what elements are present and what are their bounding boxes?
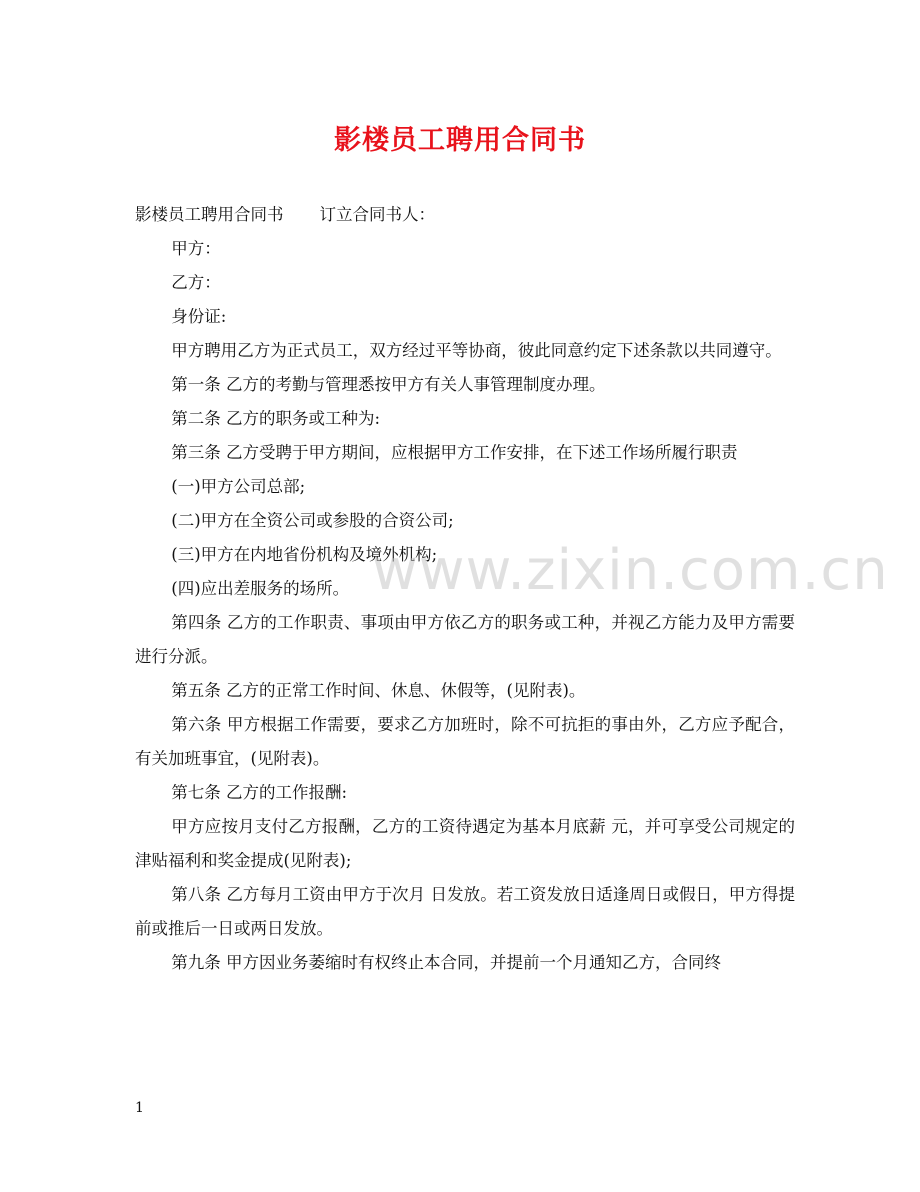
page-number: 1 — [135, 1100, 144, 1116]
header-right: 订立合同书人： — [319, 205, 435, 224]
paragraph: (四)应出差服务的场所。 — [171, 579, 350, 598]
paragraph: 第七条 乙方的工作报酬: — [171, 783, 348, 802]
header-left: 影楼员工聘用合同书 — [135, 205, 284, 224]
document-title: 影楼员工聘用合同书 — [334, 125, 586, 156]
paragraph: 第一条 乙方的考勤与管理悉按甲方有关人事管理制度办理。 — [171, 375, 606, 394]
paragraph: 第二条 乙方的职务或工种为: — [171, 409, 381, 428]
paragraph: 第九条 甲方因业务萎缩时有权终止本合同，并提前一个月通知乙方，合同终 — [171, 953, 722, 972]
paragraph: (二)甲方在全资公司或参股的合资公司; — [171, 511, 454, 530]
paragraph: 第八条 乙方每月工资由甲方于次月 日发放。若工资发放日适逢周日或假日，甲方得提前或推后一日或两日发放。 — [135, 885, 795, 938]
paragraph: 乙方： — [171, 273, 221, 292]
paragraph: (三)甲方在内地省份机构及境外机构; — [171, 545, 438, 564]
header-line — [135, 198, 795, 232]
watermark: www.zixin.com.cn — [372, 538, 889, 603]
paragraph: 第四条 乙方的工作职责、事项由甲方依乙方的职务或工种，并视乙方能力及甲方需要进行分派。 — [135, 613, 795, 666]
paragraph: 第五条 乙方的正常工作时间、休息、休假等，(见附表)。 — [171, 681, 586, 700]
paragraph: 甲方应按月支付乙方报酬，乙方的工资待遇定为基本月底薪 元，并可享受公司规定的津贴福利和奖金提成(见附表); — [135, 817, 795, 870]
paragraph: 甲方聘用乙方为正式员工，双方经过平等协商，彼此同意约定下述条款以共同遵守。 — [171, 341, 782, 360]
paragraph: 身份证: — [171, 307, 227, 326]
paragraph: 第三条 乙方受聘于甲方期间，应根据甲方工作安排，在下述工作场所履行职责 — [171, 443, 738, 462]
paragraph: 第六条 甲方根据工作需要，要求乙方加班时，除不可抗拒的事由外，乙方应予配合，有关加班事宜，(见附表)。 — [135, 715, 795, 768]
paragraph: (一)甲方公司总部; — [171, 477, 306, 496]
paragraph: 甲方： — [171, 239, 221, 258]
